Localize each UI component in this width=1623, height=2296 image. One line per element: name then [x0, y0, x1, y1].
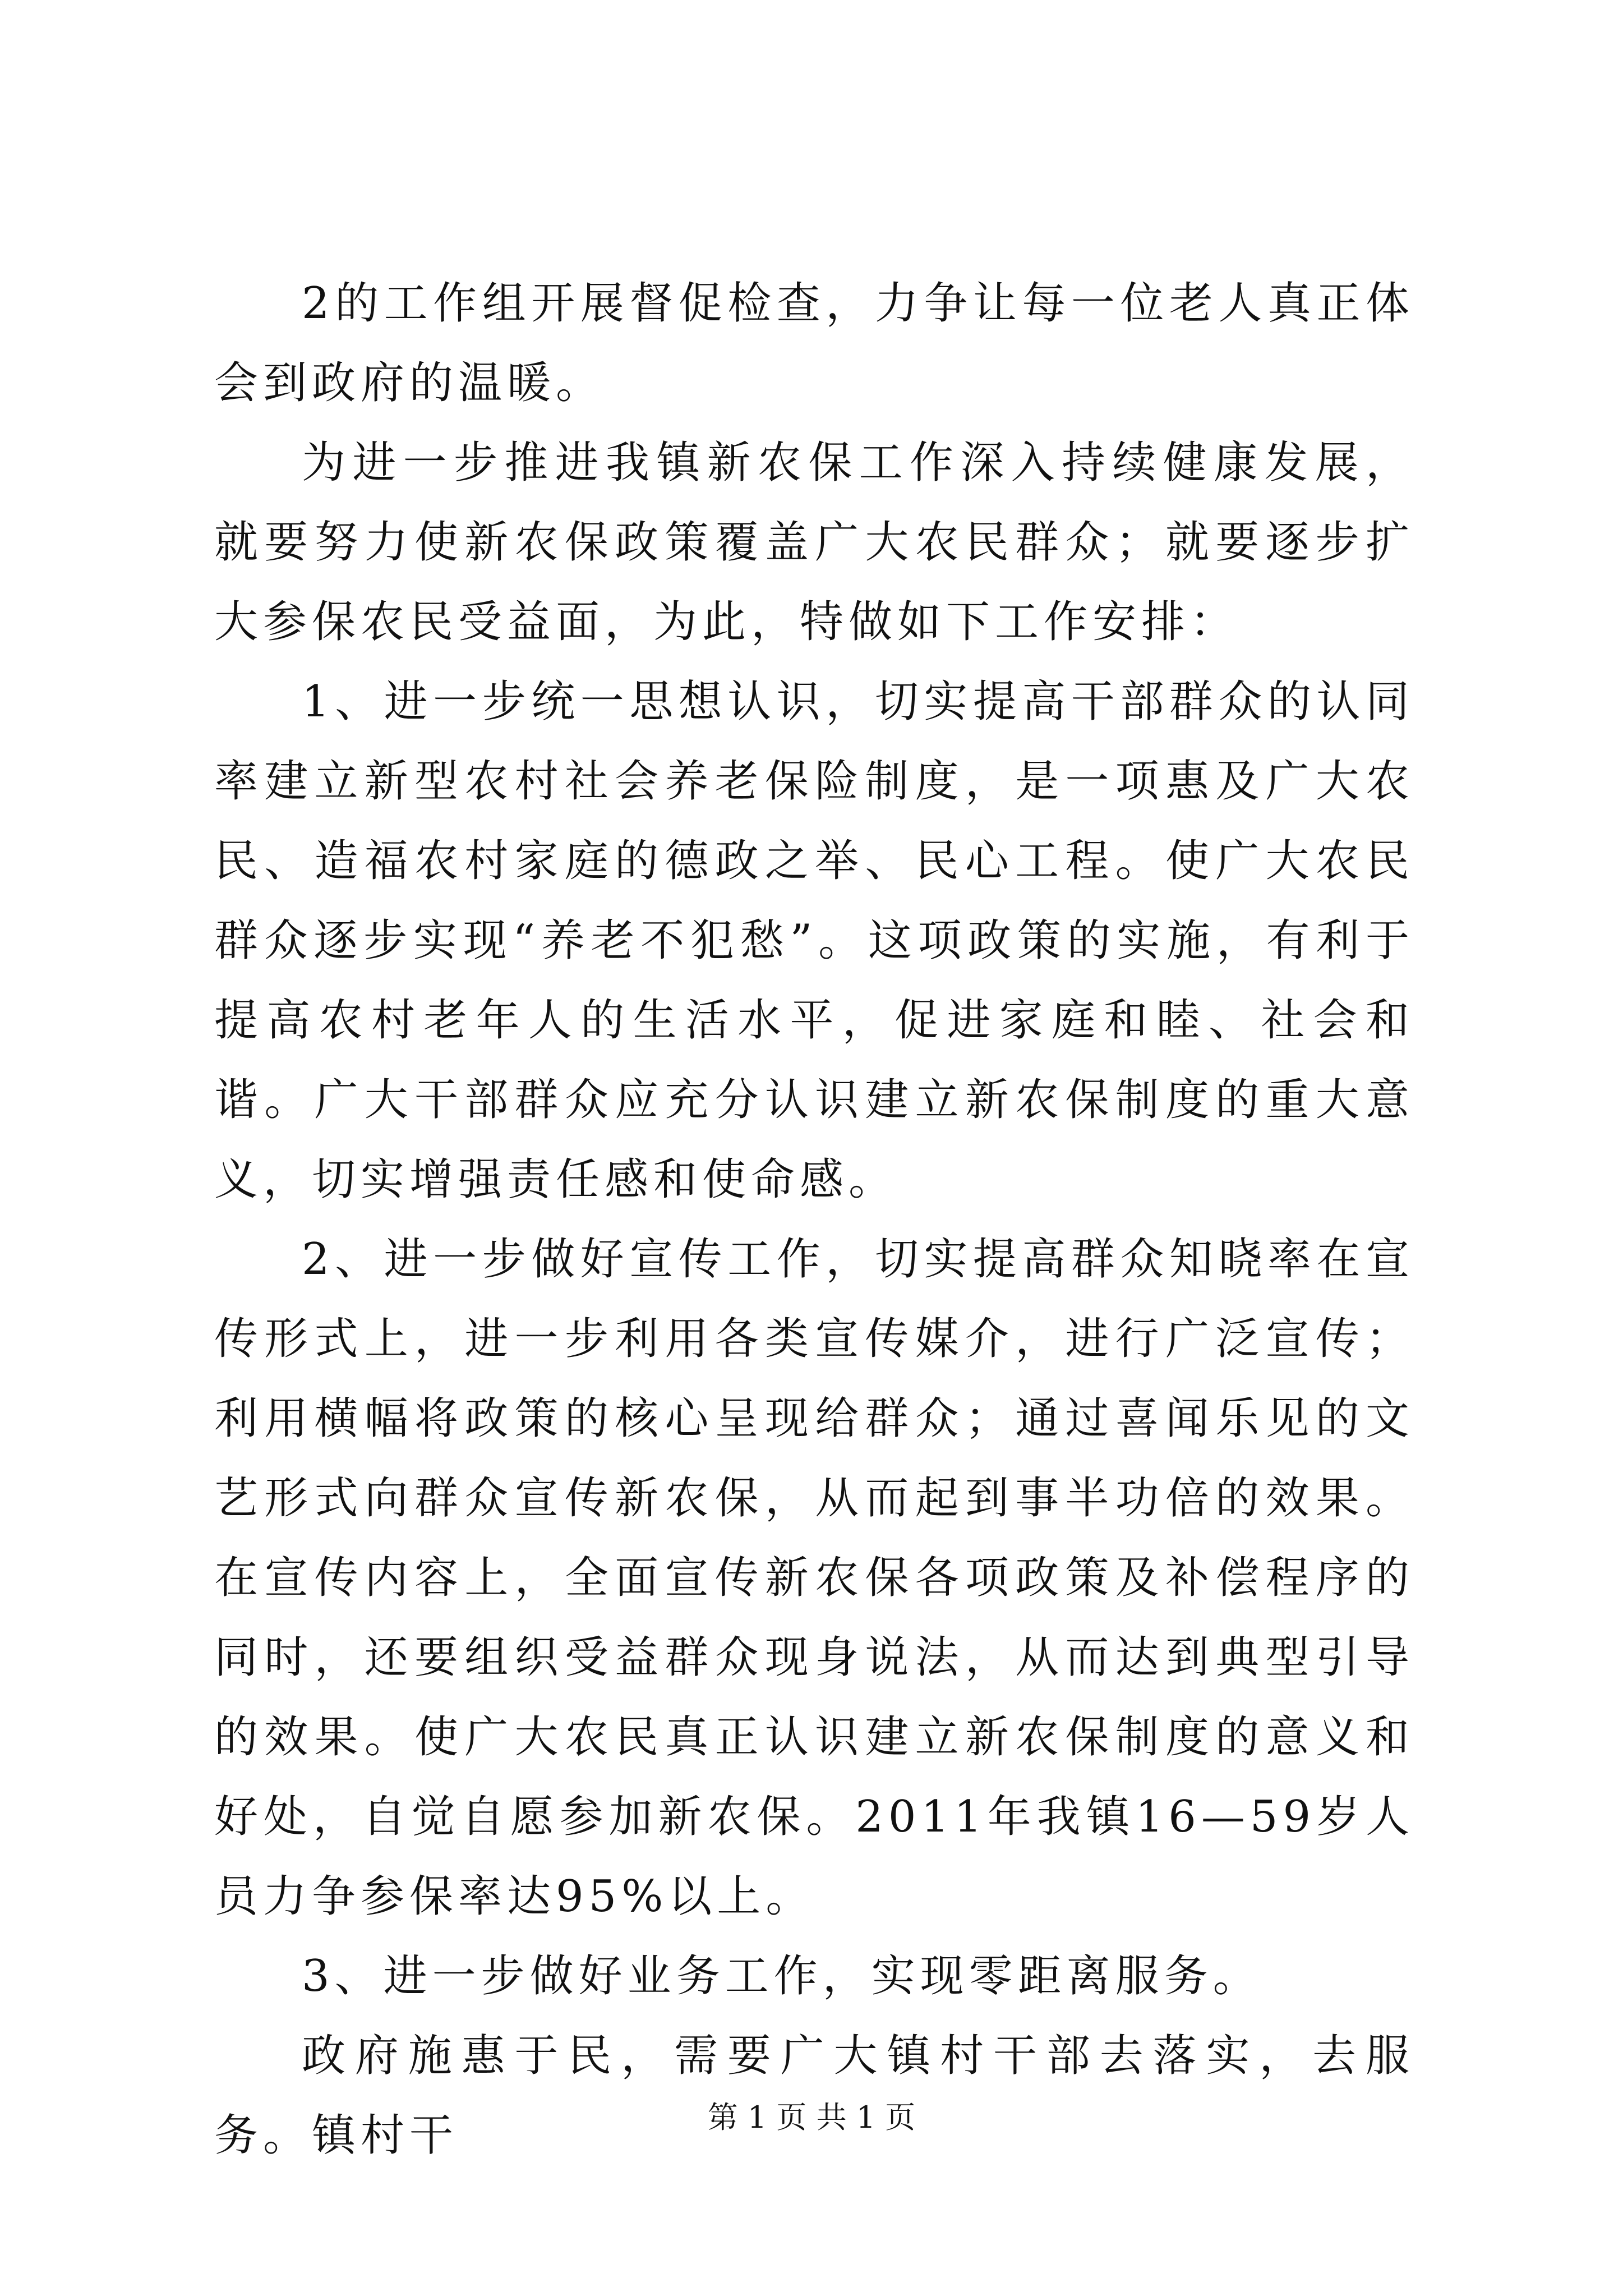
- paragraph-item-3: 3、进一步做好业务工作，实现零距离服务。: [302, 1951, 1262, 2001]
- paragraph-continuation: 2的工作组开展督促检查，力争让每一位老人真正体会到政府的温暖。: [214, 278, 1414, 408]
- paragraph-intro: 为进一步推进我镇新农保工作深入持续健康发展，就要努力使新农保政策覆盖广大农民群众；就要逐步扩大参保农民受益面，为此，特做如下工作安排：: [214, 438, 1414, 647]
- page-number-footer: 第 1 页 共 1 页: [707, 2100, 916, 2135]
- document-body: [214, 264, 1414, 2175]
- paragraph-item-3-body: 政府施惠于民，需要广大镇村干部去落实，去服务。镇村干: [214, 2031, 1414, 2161]
- paragraph-item-2: 2、进一步做好宣传工作，切实提高群众知晓率在宣传形式上，进一步利用各类宣传媒介，进行广泛宣传；利用横幅将政策的核心呈现给群众；通过喜闻乐见的文艺形式向群众宣传新农保，从而起到事半功倍的效果。在宣传内容上，全面宣传新农保各项政策及补偿程序的同时，还要组织受益群众现身说法，从而达到典型引导的效果。使广大农民真正认识建立新农保制度的意义和好处，自觉自愿参加新农保。2011年我镇16—59岁人员力争参保率达95%以上。: [214, 1234, 1414, 1922]
- paragraph-item-1: 1、进一步统一思想认识，切实提高干部群众的认同率建立新型农村社会养老保险制度，是一项惠及广大农民、造福农村家庭的德政之举、民心工程。使广大农民群众逐步实现“养老不犯愁”。这项政策的实施，有利于提高农村老年人的生活水平，促进家庭和睦、社会和谐。广大干部群众应充分认识建立新农保制度的重大意义，切实增强责任感和使命感。: [214, 677, 1414, 1205]
